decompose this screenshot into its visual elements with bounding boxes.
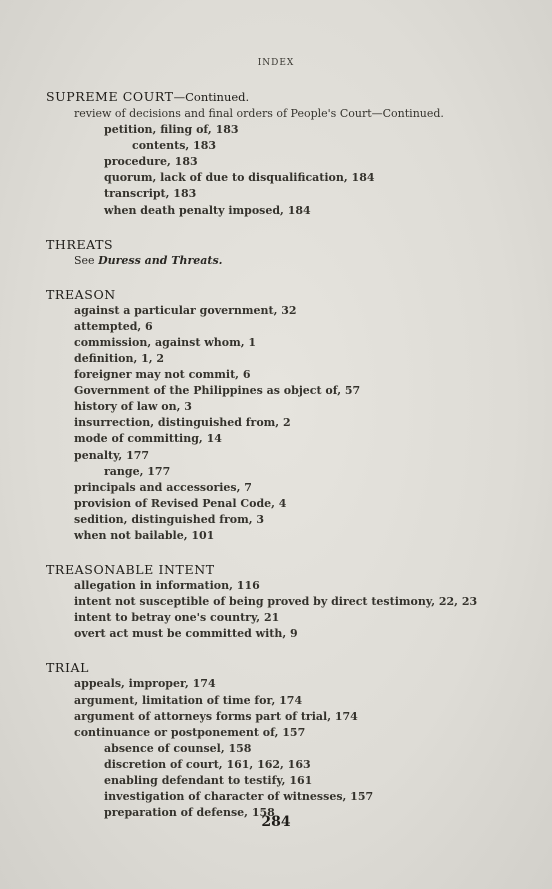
index-subentry: petition, filing of, 183 [104, 123, 239, 137]
index-entry-supreme-court [46, 88, 526, 219]
index-subentry: appeals, improper, 174 [74, 677, 216, 691]
entry-heading [46, 88, 526, 106]
index-subentry: enabling defendant to testify, 161 [104, 774, 313, 787]
index-subentry: continuance or postponement of, 157 [74, 725, 306, 739]
index-subentry: allegation in information, 116 [74, 579, 260, 593]
index-subentry: foreigner may not commit, 6 [74, 368, 251, 382]
index-subentry: penalty, 177 [74, 448, 150, 462]
entry-heading: THREATS [46, 236, 114, 252]
see-reference: Duress and Threats. [98, 253, 223, 267]
index-subentry: range, 177 [104, 464, 171, 478]
index-subentry: review of decisions and final orders of People's Court—Continued. [74, 107, 444, 120]
index-subentry: against a particular government, 32 [74, 303, 297, 317]
index-subentry: intent not susceptible of being proved by direct testimony, 22, 23 [74, 595, 478, 609]
index-subentry: commission, against whom, 1 [74, 335, 257, 349]
index-subentry: intent to betray one's country, 21 [74, 611, 280, 625]
index-subentry: contents, 183 [132, 139, 217, 153]
index-subentry: argument of attorneys forms part of trial, 174 [74, 709, 358, 723]
index-subentry: when death penalty imposed, 184 [104, 203, 311, 217]
index-entry-threats [46, 236, 526, 269]
index-subentry: sedition, distinguished from, 3 [74, 512, 265, 526]
continued-label: —Continued. [173, 90, 250, 104]
entry-heading-text: SUPREME COURT [46, 89, 174, 104]
index-subentry: mode of committing, 14 [74, 432, 222, 446]
index-subentry: history of law on, 3 [74, 400, 192, 414]
index-subentry: overt act must be committed with, 9 [74, 627, 298, 641]
see-label: See [74, 253, 95, 267]
index-entry-trial [46, 659, 526, 821]
cross-reference [46, 253, 526, 269]
page-number: 284 [261, 814, 291, 830]
index-subentry: discretion of court, 161, 162, 163 [104, 757, 311, 771]
index-subentry: transcript, 183 [104, 187, 197, 201]
index-entry-treason [46, 286, 526, 544]
index-subentry: procedure, 183 [104, 155, 198, 169]
index-subentry: Government of the Philippines as object of, 57 [74, 384, 361, 398]
index-content [46, 88, 526, 838]
index-subentry: quorum, lack of due to disqualification, 184 [104, 171, 375, 185]
running-head: INDEX [257, 58, 295, 68]
entry-heading: TREASONABLE INTENT [46, 562, 215, 578]
index-entry-treasonable-intent [46, 561, 526, 642]
index-subentry: absence of counsel, 158 [104, 741, 252, 755]
index-subentry: investigation of character of witnesses, 157 [104, 790, 374, 804]
index-subentry: insurrection, distinguished from, 2 [74, 416, 291, 430]
index-subentry: definition, 1, 2 [74, 351, 165, 365]
index-subentry: argument, limitation of time for, 174 [74, 693, 303, 707]
entry-heading: TRIAL [46, 660, 90, 676]
index-subentry: attempted, 6 [74, 319, 153, 333]
index-subentry: when not bailable, 101 [74, 528, 215, 542]
index-subentry: preparation of defense, 158 [104, 806, 275, 820]
index-subentry: principals and accessories, 7 [74, 480, 252, 494]
index-subentry: provision of Revised Penal Code, 4 [74, 496, 287, 510]
entry-heading: TREASON [46, 286, 116, 302]
